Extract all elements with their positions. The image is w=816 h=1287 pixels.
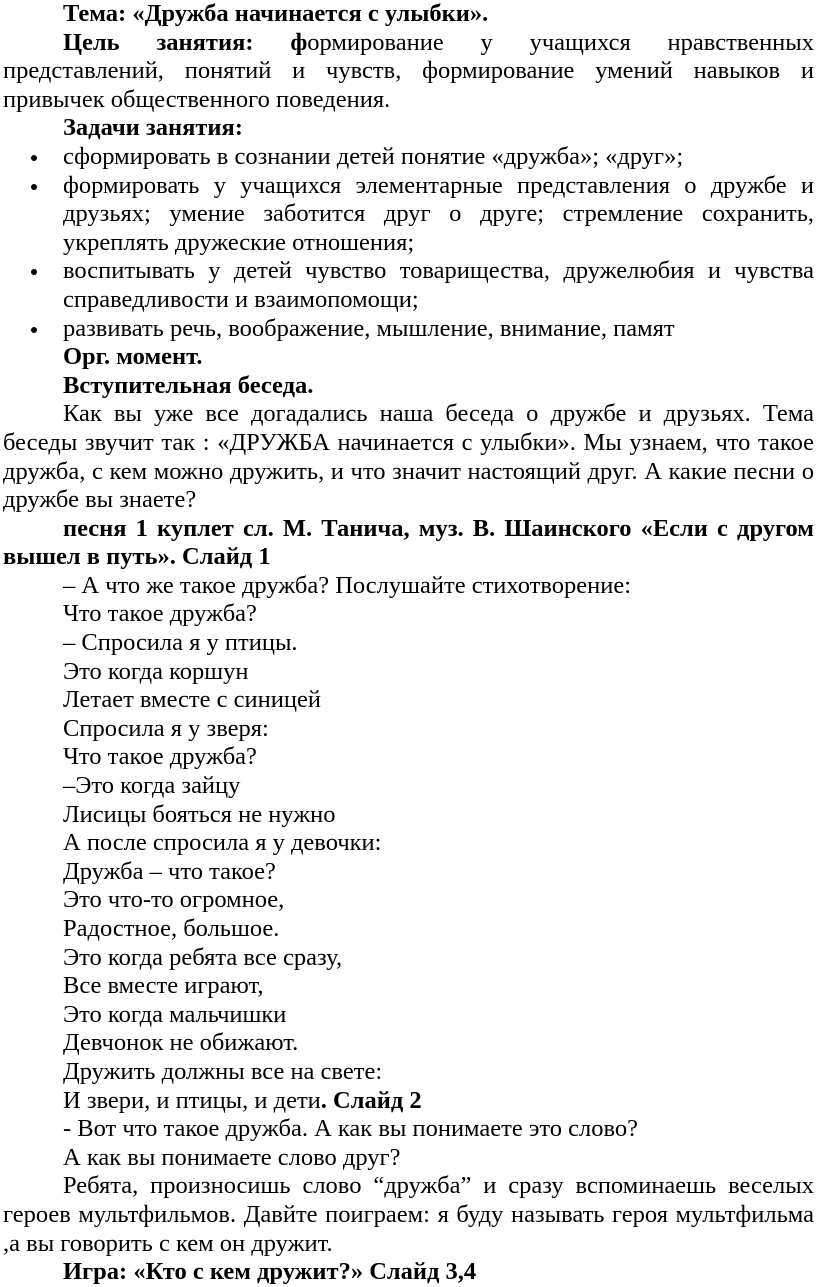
topic-label: Тема: bbox=[63, 0, 127, 27]
tasks-heading: Задачи занятия: bbox=[63, 114, 243, 142]
poem-line: Спросила я у зверя: bbox=[63, 714, 269, 742]
poem-line: Это когда мальчишки bbox=[63, 1000, 287, 1028]
poem-line: Что такое дружба? bbox=[63, 600, 257, 628]
tasks-list bbox=[0, 143, 816, 343]
list-item: формировать у учащихся элементарные представления о дружбе и друзьях; умение заботится друг о друге; стремление сохранить, укреплять дружеские отношения; bbox=[0, 172, 816, 258]
question-line: А как вы понимаете слово друг? bbox=[63, 1143, 401, 1171]
cartoon-paragraph: Ребята, произносишь слово “дружба” и сразу вспоминаешь веселых героев мультфильмов. Давйте поиграем: я буду называть героя мультфильма ,а вы говорить с кем он дружит. bbox=[3, 1172, 814, 1257]
org-moment-heading: Орг. момент. bbox=[63, 343, 203, 371]
poem-line: Дружить должны все на свете: bbox=[63, 1057, 383, 1085]
poem-line: Все вместе играют, bbox=[63, 972, 264, 1000]
list-item: воспитывать у детей чувство товарищества, дружелюбия и чувства справедливости и взаимопомощи; bbox=[0, 257, 816, 314]
poem-line: Что такое дружба? bbox=[63, 743, 257, 771]
poem-line: Девчонок не обижают. bbox=[63, 1029, 299, 1057]
topic-line bbox=[0, 0, 816, 29]
intro-heading: Вступительная беседа. bbox=[63, 371, 314, 399]
list-item: развивать речь, воображение, мышление, внимание, памят bbox=[0, 315, 816, 344]
game-heading: Игра: «Кто с кем дружит?» Слайд 3,4 bbox=[63, 1258, 477, 1286]
poem-line: Дружба – что такое? bbox=[63, 857, 276, 885]
poem bbox=[0, 572, 816, 1172]
list-item: сформировать в сознании детей понятие «дружба»; «друг»; bbox=[0, 143, 816, 172]
poem-line: Летает вместе с синицей bbox=[63, 686, 321, 714]
poem-line: Это когда коршун bbox=[63, 657, 249, 685]
poem-line: –Это когда зайцу bbox=[63, 772, 241, 800]
question-line: - Вот что такое дружба. А как вы понимаете это слово? bbox=[63, 1115, 638, 1143]
poem-line: Это что-то огромное, bbox=[63, 886, 285, 914]
topic-text: «Дружба начинается с улыбки». bbox=[132, 0, 489, 27]
slide-2-label: . Слайд 2 bbox=[320, 1086, 422, 1114]
poem-line: Это когда ребята все сразу, bbox=[63, 943, 343, 971]
poem-line: Лисицы бояться не нужно bbox=[63, 800, 336, 828]
poem-line-last: И звери, и птицы, и дети. Слайд 2 bbox=[63, 1086, 422, 1114]
goal-text: ормирование у учащихся нравственных представлений, понятий и чувств, формирование умений навыков и привычек общественного поведения. bbox=[3, 28, 815, 113]
goal-first-letter: ф bbox=[290, 28, 308, 56]
goal-label: Цель занятия: bbox=[63, 28, 254, 56]
poem-line: Радостное, большое. bbox=[63, 915, 280, 942]
poem-line: А после спросила я у девочки: bbox=[63, 829, 382, 857]
goal-paragraph bbox=[0, 29, 816, 115]
poem-line: – А что же такое дружба? Послушайте стихотворение: bbox=[63, 571, 632, 599]
song-paragraph: песня 1 куплет сл. М. Танича, муз. В. Шаинского «Если с другом вышел в путь». Слайд 1 bbox=[3, 514, 814, 571]
intro-paragraph: Как вы уже все догадались наша беседа о дружбе и друзьях. Тема беседы звучит так : «ДРУЖБА начинается с улыбки». Мы узнаем, что такое дружба, с кем можно дружить, и что значит настоящий друг. А какие песни о дружбе вы знаете? bbox=[3, 400, 814, 514]
poem-line: – Спросила я у птицы. bbox=[63, 629, 298, 657]
